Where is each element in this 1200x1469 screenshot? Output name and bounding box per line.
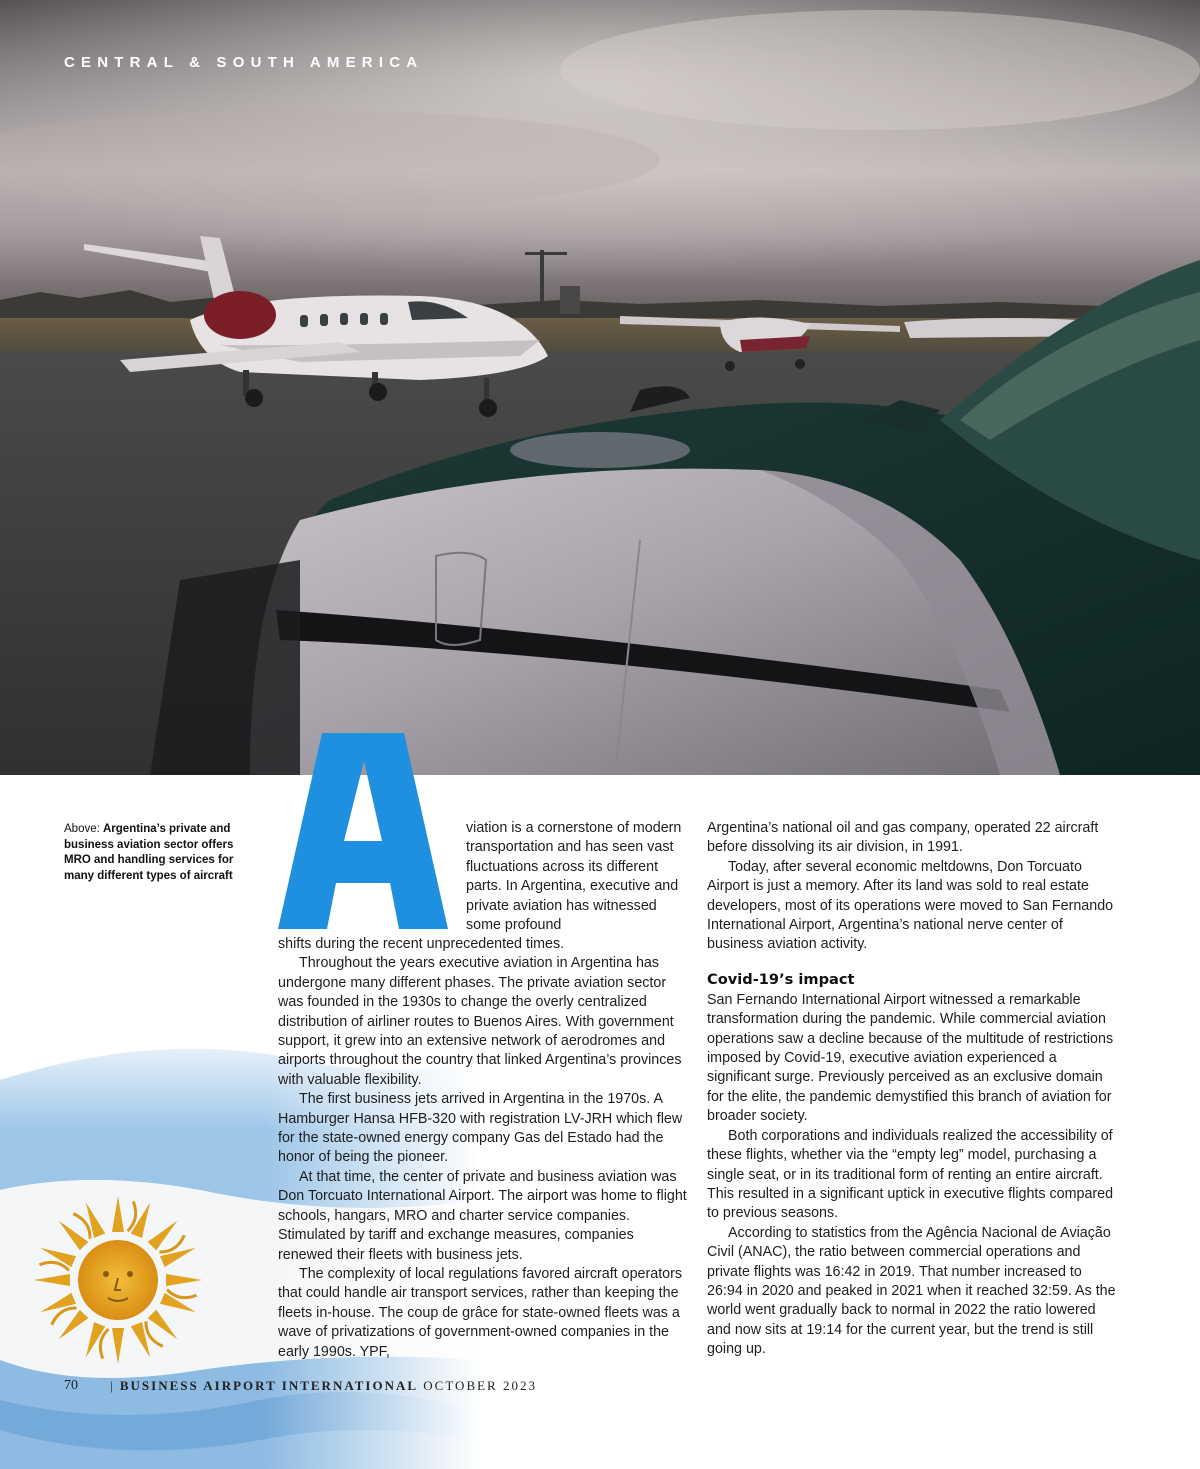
body-paragraph: shifts during the recent unprecedented times. — [278, 936, 565, 952]
article-intro — [466, 819, 686, 935]
drop-cap — [278, 733, 448, 929]
body-paragraph: According to statistics from the Agência Nacional de Aviação Civil (ANAC), the ratio between commercial operations and private flights was 16:42 in 2019. That number increased to 26:94 in 2020 and peaked in 2021 when it reached 32:59. As the world went gradually back to normal in 2022 the ratio lowered and now sits at 19:14 for the current year, but the trend is still going up. — [707, 1224, 1116, 1358]
issue-date: OCTOBER 2023 — [418, 1378, 537, 1393]
body-paragraph: Both corporations and individuals realized the accessibility of these flights, whether via the “empty leg” model, purchasing a single seat, or in its traditional form of renting an entire aircraft. This resulted in a significant uptick in executive flights compared to previous seasons. — [707, 1127, 1114, 1222]
body-paragraph: Argentina’s national oil and gas company, operated 22 aircraft before dissolving its air division, in 1991. — [707, 820, 1099, 856]
body-paragraph: At that time, the center of private and business aviation was Don Torcuato International Airport. The airport was home to flight schools, hangars, MRO and charter service companies. Stimulated by tariff and exchange measures, companies renewed their fleets with business jets. — [278, 1168, 687, 1263]
subheading: Covid-19’s impact — [707, 970, 855, 988]
intro-paragraph: viation is a cornerstone of modern transportation and has seen vast fluctuations across its different parts. In Argentina, executive and private aviation has witnessed some profound — [466, 820, 682, 934]
body-paragraph: Today, after several economic meltdowns, Don Torcuato Airport is just a memory. After its land was sold to real estate developers, most of its operations were moved to San Fernando International Airport, Argentina’s national nerve center of business aviation activity. — [707, 858, 1114, 953]
section-label: CENTRAL & SOUTH AMERICA — [64, 54, 424, 71]
body-paragraph: The first business jets arrived in Argentina in the 1970s. A Hamburger Hansa HFB-320 with registration LV-JRH which flew for the state-owned energy company Gas del Estado had the honor of being the pioneer. — [278, 1091, 683, 1166]
photo-caption — [64, 822, 234, 884]
body-paragraph: The complexity of local regulations favored aircraft operators that could handle air transport services, rather than keeping the fleets in-house. The coup de grâce for state-owned fleets was a wave of privatizations of government-owned companies in the early 1990s. YPF, — [278, 1265, 683, 1360]
running-footer — [110, 1378, 537, 1394]
article-column-2 — [707, 819, 1119, 1360]
article-column-1 — [278, 935, 688, 1362]
body-paragraph: Throughout the years executive aviation in Argentina has undergone many different phases. The private aviation sector was founded in the 1930s to change the overly centralized distribution of airliner routes to Buenos Aires. With government support, it grew into an extensive network of aerodromes and airports throughout the country that linked Argentina’s provinces with valuable flexibility. — [278, 955, 682, 1088]
body-paragraph: San Fernando International Airport witnessed a remarkable transformation during the pandemic. While commercial aviation operations saw a decline because of the multitude of restrictions imposed by Covid-19, executive aviation experienced a significant surge. Previously perceived as an exclusive domain for the elite, the pandemic demystified this branch of aviation for broader society. — [707, 991, 1114, 1125]
footer-separator: | — [110, 1378, 120, 1393]
caption-text: Argentina’s private and business aviation sector offers MRO and handling services for many different types of aircraft — [64, 823, 234, 882]
publication-name: BUSINESS AIRPORT INTERNATIONAL — [119, 1378, 419, 1393]
caption-lead: Above: — [64, 823, 103, 835]
page-number: 70 — [64, 1378, 78, 1393]
